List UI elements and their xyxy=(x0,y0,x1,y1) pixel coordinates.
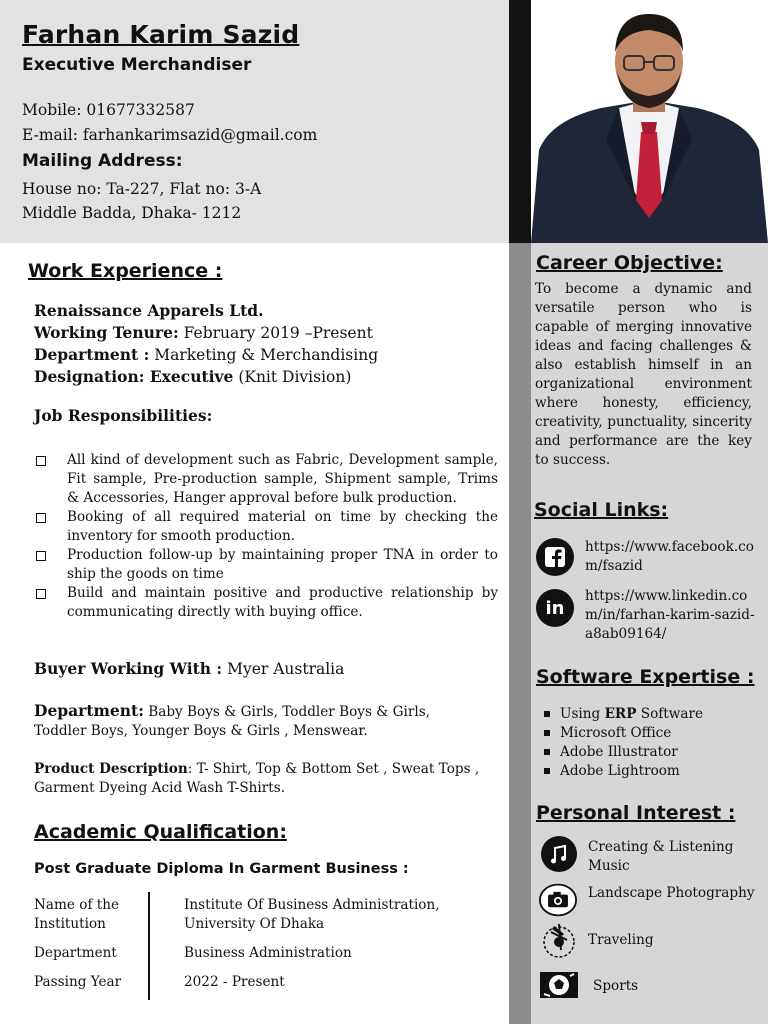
list-item: All kind of development such as Fabric, Development sample, Fit sample, Pre-production sample, Shipment sample, Trims & Accessories, Hanger approval before bulk production. xyxy=(34,451,498,508)
tenure-value: February 2019 –Present xyxy=(178,324,373,342)
camera-icon xyxy=(539,881,577,919)
interest-sports: Sports xyxy=(593,978,639,994)
linkedin-link[interactable]: https://www.linkedin.com/in/farhan-karim-sazid-a8ab09164/ xyxy=(585,588,755,642)
institution-label: Name of the Institution xyxy=(34,897,120,932)
department-detail-value: Baby Boys & Girls, Toddler Boys & Girls, Toddler Boys, Younger Boys & Girls , Menswear. xyxy=(34,704,431,739)
career-objective-heading: Career Objective: xyxy=(536,252,723,274)
erp-suffix: Software xyxy=(636,706,704,722)
list-item: Production follow-up by maintaining proper TNA in order to ship the goods on time xyxy=(34,546,498,584)
department-label-row: Department xyxy=(34,945,117,961)
responsibilities-list xyxy=(34,451,498,622)
department-label: Department : xyxy=(34,345,150,364)
list-item xyxy=(536,705,756,724)
list-item: Build and maintain positive and productive relationship by communicating directly with buying office. xyxy=(34,584,498,622)
email-address: E-mail: farhankarimsazid@gmail.com xyxy=(22,126,318,144)
column-divider-bar xyxy=(509,243,531,1024)
academic-heading: Academic Qualification: xyxy=(34,821,287,843)
table-divider xyxy=(148,892,150,1000)
erp-bold: ERP xyxy=(604,706,637,722)
buyer-label: Buyer Working With : xyxy=(34,659,223,678)
department-detail xyxy=(34,701,474,741)
software-list xyxy=(536,705,756,781)
list-item: Booking of all required material on time by checking the inventory for smooth production. xyxy=(34,508,498,546)
passing-year-label: Passing Year xyxy=(34,974,122,990)
buyer-value: Myer Australia xyxy=(222,660,345,678)
institution-value: Institute Of Business Administration, University Of Dhaka xyxy=(184,897,440,932)
list-item: Adobe Illustrator xyxy=(536,743,756,762)
address-line-2: Middle Badda, Dhaka- 1212 xyxy=(22,204,242,222)
job-title: Executive Merchandiser xyxy=(22,55,252,75)
designation-label: Designation: Executive xyxy=(34,367,234,386)
sports-icon xyxy=(540,969,578,1001)
social-links-heading: Social Links: xyxy=(534,499,669,521)
travel-globe-icon xyxy=(540,921,578,959)
department-value: Marketing & Merchandising xyxy=(149,346,379,364)
interest-traveling: Traveling xyxy=(588,932,654,948)
interest-music: Creating & Listening Music xyxy=(588,839,734,874)
mobile-number: Mobile: 01677332587 xyxy=(22,101,195,119)
list-item: Microsoft Office xyxy=(536,724,756,743)
product-label: Product Description xyxy=(34,761,188,777)
mailing-address-heading: Mailing Address: xyxy=(22,151,183,171)
product-description xyxy=(34,760,504,798)
list-item: Adobe Lightroom xyxy=(536,762,756,781)
department-value-row: Business Administration xyxy=(184,945,352,961)
header-divider-bar xyxy=(509,0,531,243)
company-name: Renaissance Apparels Ltd. xyxy=(34,301,264,320)
profile-photo xyxy=(531,0,768,243)
software-expertise-heading: Software Expertise : xyxy=(536,666,755,688)
address-line-1: House no: Ta-227, Flat no: 3-A xyxy=(22,180,262,198)
work-experience-heading: Work Experience : xyxy=(28,260,223,282)
department-detail-label: Department: xyxy=(34,701,144,720)
career-objective-text: To become a dynamic and versatile person who is capable of merging innovative ideas and facing challenges & also establish himself in an organizational environment where honesty, efficiency, creativity, punctuality, sincerity and performance are the key to success. xyxy=(535,281,752,468)
passing-year-value: 2022 - Present xyxy=(184,974,285,990)
personal-interest-heading: Personal Interest : xyxy=(536,802,736,824)
facebook-icon[interactable] xyxy=(536,538,574,576)
product-value: : T- Shirt, Top & Bottom Set , Sweat Tops , Garment Dyeing Acid Wash T-Shirts. xyxy=(34,761,480,796)
designation-value: (Knit Division) xyxy=(233,368,352,386)
facebook-link[interactable]: https://www.facebook.com/fsazid xyxy=(585,539,754,574)
company-block xyxy=(34,300,504,388)
linkedin-icon[interactable]: in xyxy=(536,589,574,627)
person-name: Farhan Karim Sazid xyxy=(22,20,300,49)
buyer-line xyxy=(34,659,344,678)
tenure-label: Working Tenure: xyxy=(34,323,179,342)
music-icon xyxy=(540,835,578,873)
erp-prefix: Using xyxy=(560,706,605,722)
degree-title: Post Graduate Diploma In Garment Business : xyxy=(34,861,409,877)
interest-photography: Landscape Photography xyxy=(588,885,755,901)
responsibilities-heading: Job Responsibilities: xyxy=(34,406,213,425)
